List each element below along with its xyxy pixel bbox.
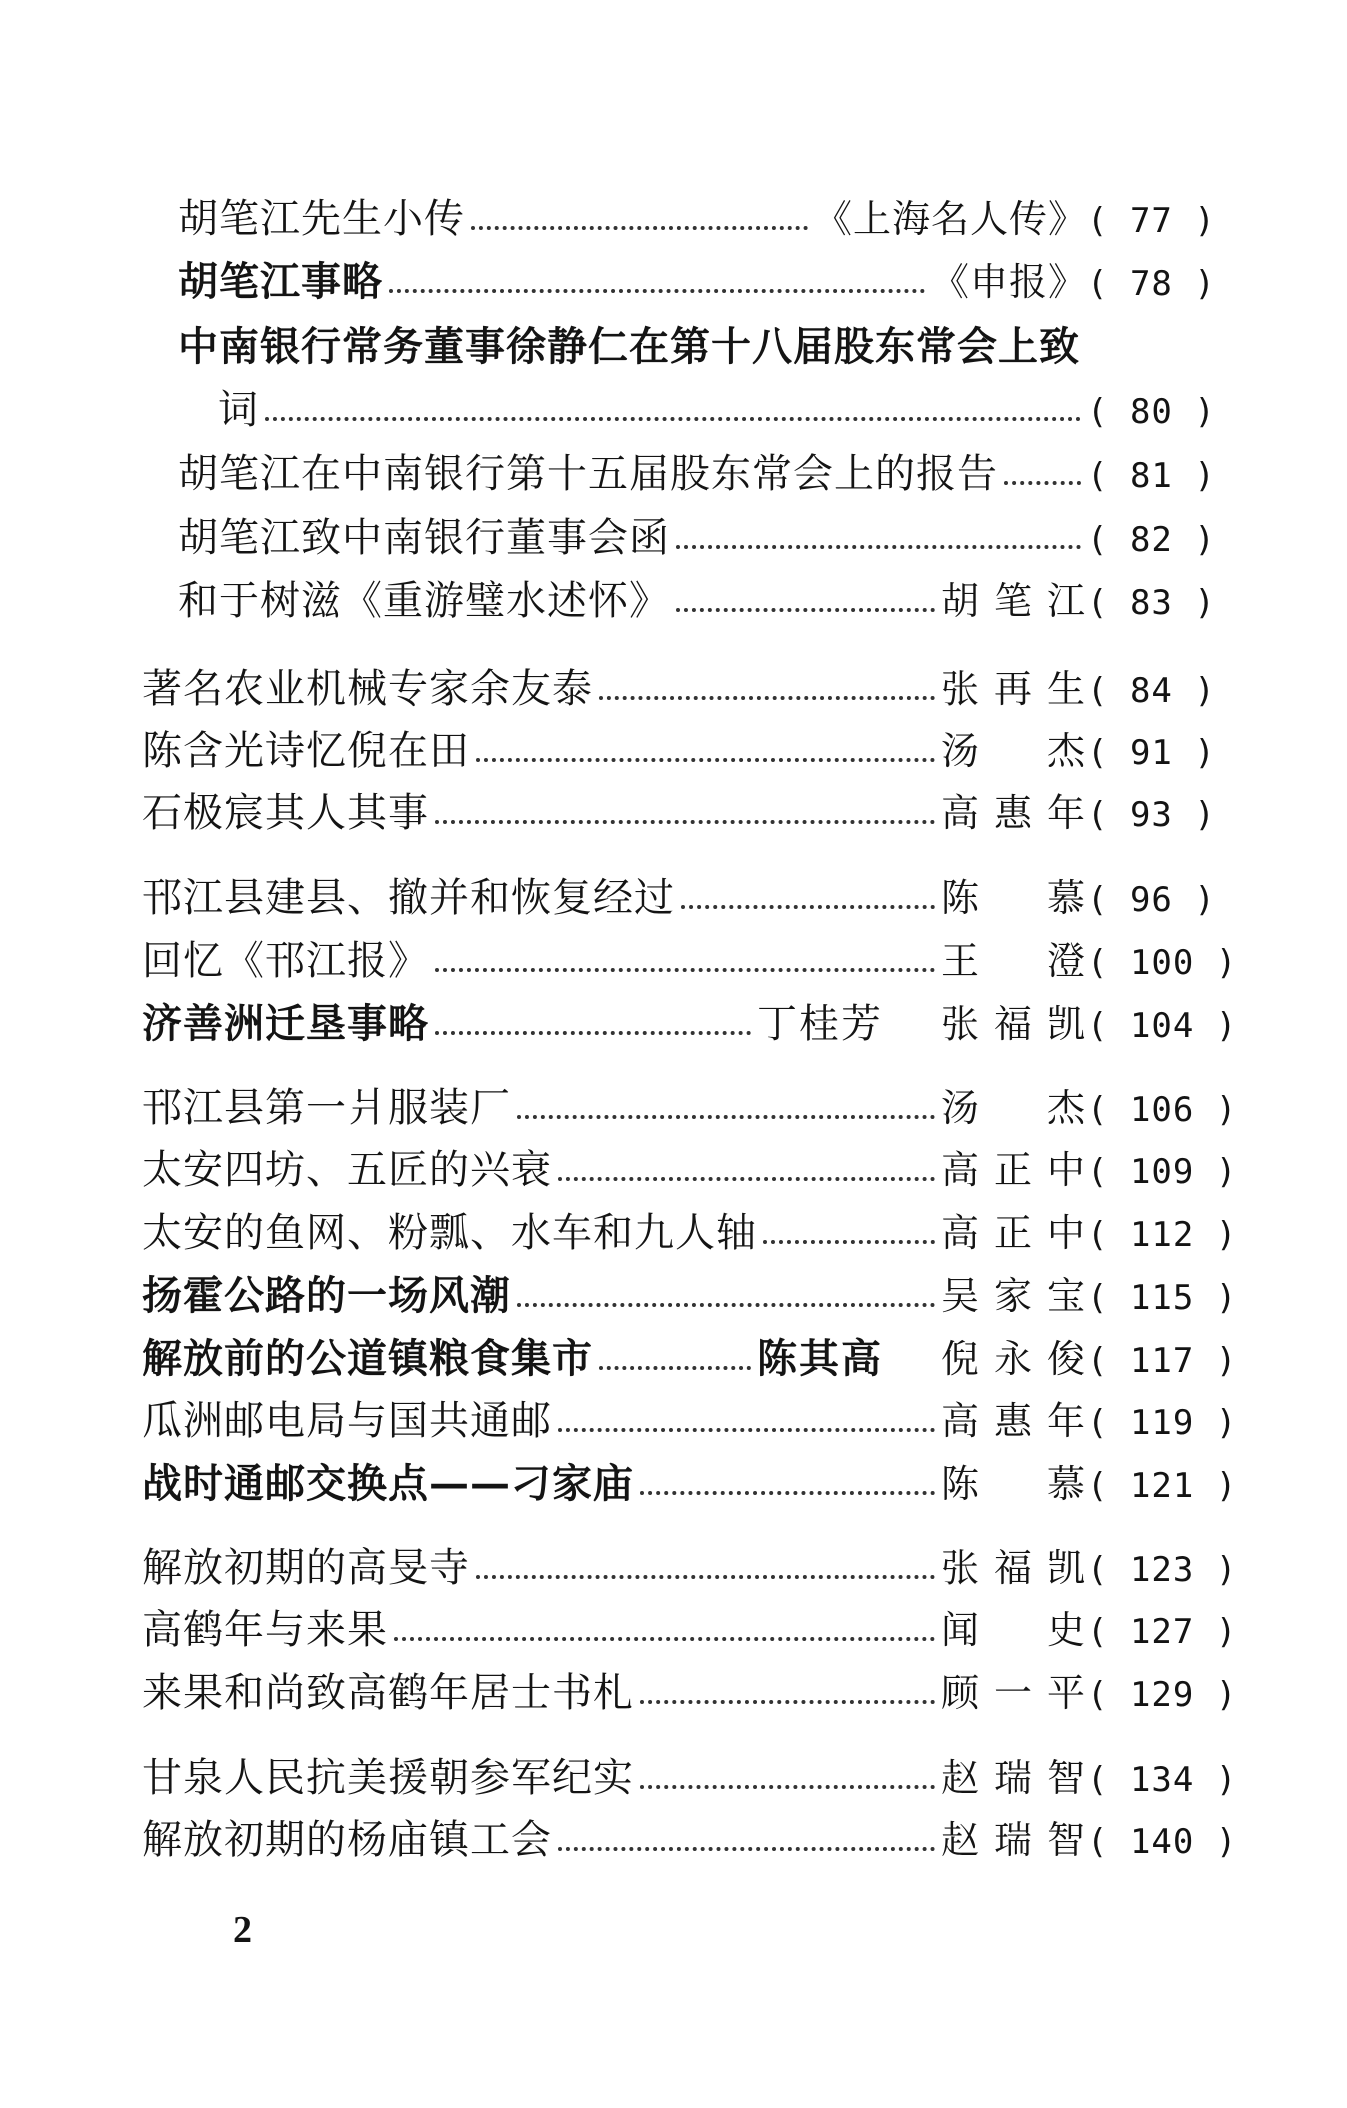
toc-entry bbox=[142, 1206, 1238, 1262]
dot-leader bbox=[558, 1428, 935, 1432]
toc-entry-title: 瓜洲邮电局与国共通邮 bbox=[142, 1398, 552, 1444]
toc-entry-title: 胡笔江事略 bbox=[178, 258, 383, 305]
toc-entry-title: 解放前的公道镇粮食集市 bbox=[142, 1335, 593, 1382]
toc-entry-page: ( 140 ) bbox=[1087, 1822, 1238, 1862]
toc-entry-page: ( 77 ) bbox=[1087, 201, 1216, 241]
toc-entry-page: ( 115 ) bbox=[1087, 1278, 1238, 1318]
toc-entry-page: ( 112 ) bbox=[1087, 1215, 1238, 1255]
toc-entry-author: 陈 慕 bbox=[941, 876, 1087, 920]
toc-entry bbox=[178, 320, 1205, 374]
toc-entry-author: 吴家宝 bbox=[941, 1274, 1087, 1318]
dot-leader bbox=[517, 1303, 935, 1307]
toc-entry-page: ( 93 ) bbox=[1087, 795, 1216, 835]
toc-entry-title: 解放初期的杨庙镇工会 bbox=[142, 1817, 552, 1863]
toc-entry-title: 高鹤年与来果 bbox=[142, 1607, 388, 1653]
toc-entry-title: 太安的鱼网、粉瓢、水车和九人轴 bbox=[142, 1210, 757, 1256]
toc-entry-author: 陈 慕 bbox=[941, 1462, 1087, 1506]
toc-entry-author: 高正中 bbox=[941, 1148, 1087, 1192]
toc-entry bbox=[142, 1751, 1238, 1807]
dot-leader bbox=[558, 1177, 935, 1181]
toc-entry bbox=[142, 1394, 1238, 1450]
toc-entry-title: 太安四坊、五匠的兴衰 bbox=[142, 1147, 552, 1193]
toc-entry bbox=[142, 997, 1238, 1053]
toc-entry-source: 《上海名人传》 bbox=[813, 197, 1087, 241]
toc-entry bbox=[142, 1332, 1238, 1388]
toc-entry bbox=[142, 1081, 1238, 1137]
dot-leader bbox=[640, 1700, 935, 1704]
toc-entry-title: 甘泉人民抗美援朝参军纪实 bbox=[142, 1755, 634, 1801]
dot-leader bbox=[558, 1847, 935, 1851]
toc-entry-author: 高惠年 bbox=[941, 1399, 1087, 1443]
toc-entry-page: ( 100 ) bbox=[1087, 943, 1238, 983]
toc-entry-page: ( 84 ) bbox=[1087, 671, 1216, 711]
toc-entry-author: 倪永俊 bbox=[941, 1337, 1087, 1381]
toc-entry-author: 张再生 bbox=[941, 667, 1087, 711]
dot-leader bbox=[435, 1031, 751, 1035]
dot-leader bbox=[476, 758, 935, 762]
toc-entry-source: 《申报》 bbox=[930, 260, 1087, 304]
toc-entry-author: 胡笔江 bbox=[941, 579, 1087, 623]
toc-entry-author: 张福凯 bbox=[941, 1546, 1087, 1590]
toc-entry-title: 胡笔江在中南银行第十五届股东常会上的报告 bbox=[178, 451, 998, 497]
toc-entry-page: ( 91 ) bbox=[1087, 733, 1216, 773]
toc-entry bbox=[142, 1269, 1238, 1325]
toc-entry bbox=[178, 574, 1216, 630]
toc-entry bbox=[178, 511, 1216, 567]
toc-entry-page: ( 96 ) bbox=[1087, 880, 1216, 920]
dot-leader bbox=[389, 289, 925, 293]
toc-entry-author: 赵瑞智 bbox=[941, 1818, 1087, 1862]
toc-entry-page: ( 81 ) bbox=[1087, 456, 1216, 496]
dot-leader bbox=[476, 1575, 935, 1579]
toc-entry-author: 张福凯 bbox=[941, 1002, 1087, 1046]
toc-entry-title: 回忆《邗江报》 bbox=[142, 938, 429, 984]
toc-entry-title: 石极宸其人其事 bbox=[142, 790, 429, 836]
toc-entry-page: ( 82 ) bbox=[1087, 520, 1216, 560]
toc-entry-author: 王 澄 bbox=[941, 939, 1087, 983]
dot-leader bbox=[763, 1240, 935, 1244]
toc-entry-author: 汤 杰 bbox=[941, 1086, 1087, 1130]
toc-entry bbox=[142, 1603, 1238, 1659]
dot-leader bbox=[517, 1115, 935, 1119]
toc-entry-title: 和于树滋《重游璧水述怀》 bbox=[178, 578, 670, 624]
dot-leader bbox=[1004, 481, 1081, 485]
toc-entry-author: 赵瑞智 bbox=[941, 1756, 1087, 1800]
toc-entry-page: ( 127 ) bbox=[1087, 1612, 1238, 1652]
toc-entry-title: 词 bbox=[218, 387, 259, 433]
toc-entry bbox=[142, 786, 1216, 842]
toc-entry-author: 汤 杰 bbox=[941, 729, 1087, 773]
dot-leader bbox=[599, 1366, 751, 1370]
toc-entry-page: ( 104 ) bbox=[1087, 1006, 1238, 1046]
toc-entry-title: 战时通邮交换点——刁家庙 bbox=[142, 1460, 634, 1507]
toc-entry-title: 著名农业机械专家余友泰 bbox=[142, 666, 593, 712]
toc-entry bbox=[142, 1457, 1238, 1513]
dot-leader bbox=[435, 968, 935, 972]
dot-leader bbox=[676, 545, 1081, 549]
toc-entry-page: ( 78 ) bbox=[1087, 264, 1216, 304]
toc-entry bbox=[142, 871, 1216, 927]
dot-leader bbox=[394, 1637, 935, 1641]
toc-entry bbox=[142, 724, 1216, 780]
toc-entry-title: 邗江县建县、撤并和恢复经过 bbox=[142, 875, 675, 921]
toc-entry-author: 闻 史 bbox=[941, 1608, 1087, 1652]
dot-leader bbox=[676, 608, 935, 612]
toc-entry-coauthor: 丁桂芳 bbox=[757, 1001, 883, 1047]
toc-entry-title: 济善洲迁垦事略 bbox=[142, 1000, 429, 1047]
toc-entry-title: 解放初期的高旻寺 bbox=[142, 1545, 470, 1591]
toc-entry-title: 来果和尚致高鹤年居士书札 bbox=[142, 1670, 634, 1716]
toc-entry-page: ( 83 ) bbox=[1087, 583, 1216, 623]
toc-entry-page: ( 129 ) bbox=[1087, 1675, 1238, 1715]
toc-entry bbox=[142, 1143, 1238, 1199]
toc-entry bbox=[142, 1666, 1238, 1722]
toc-entry bbox=[142, 934, 1238, 990]
dot-leader bbox=[265, 417, 1081, 421]
toc-entry-page: ( 117 ) bbox=[1087, 1341, 1238, 1381]
toc-entry-page: ( 80 ) bbox=[1087, 392, 1216, 432]
toc-entry-title: 邗江县第一爿服装厂 bbox=[142, 1085, 511, 1131]
toc-entry bbox=[178, 447, 1216, 503]
page-number: 2 bbox=[233, 1909, 252, 1951]
toc-entry-title: 胡笔江先生小传 bbox=[178, 196, 465, 242]
toc-entry-title: 扬霍公路的一场风潮 bbox=[142, 1272, 511, 1319]
toc-entry-page: ( 123 ) bbox=[1087, 1550, 1238, 1590]
toc-entry bbox=[142, 1541, 1238, 1597]
dot-leader bbox=[640, 1785, 935, 1789]
toc-entry-page: ( 109 ) bbox=[1087, 1152, 1238, 1192]
dot-leader bbox=[435, 820, 935, 824]
dot-leader bbox=[471, 226, 808, 230]
toc-entry bbox=[178, 192, 1216, 248]
toc-entry-page: ( 106 ) bbox=[1087, 1090, 1238, 1130]
toc-entry-page: ( 121 ) bbox=[1087, 1466, 1238, 1506]
toc-entry-coauthor: 陈其高 bbox=[757, 1335, 883, 1382]
toc-entry-author: 顾一平 bbox=[941, 1671, 1087, 1715]
toc-entry bbox=[178, 255, 1216, 311]
toc-entry-title: 中南银行常务董事徐静仁在第十八届股东常会上致 bbox=[178, 323, 1080, 370]
toc-entry-page: ( 119 ) bbox=[1087, 1403, 1238, 1443]
toc-entry-author: 高正中 bbox=[941, 1211, 1087, 1255]
dot-leader bbox=[640, 1491, 935, 1495]
toc-entry-author: 高惠年 bbox=[941, 791, 1087, 835]
toc-entry-title: 胡笔江致中南银行董事会函 bbox=[178, 515, 670, 561]
dot-leader bbox=[681, 905, 935, 909]
toc-entry bbox=[142, 1813, 1238, 1869]
toc-entry-continuation bbox=[218, 383, 1216, 439]
toc-entry bbox=[142, 662, 1216, 718]
toc-entry-page: ( 134 ) bbox=[1087, 1760, 1238, 1800]
toc-entry-title: 陈含光诗忆倪在田 bbox=[142, 728, 470, 774]
dot-leader bbox=[599, 696, 935, 700]
